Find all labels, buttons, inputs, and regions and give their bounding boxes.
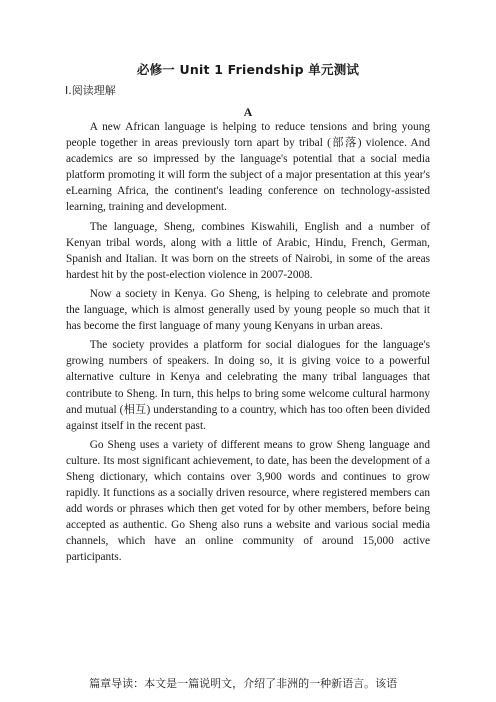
passage-label: A: [243, 105, 253, 119]
paragraph: Go Sheng uses a variety of different means to grow Sheng language and culture. Its most significant achievement, to date, has been the development of a Sheng dictionary, which contains over 3,900 words and continues to grow rapidly. It functions as a socially driven resource, where registered members can add words or phrases which then get voted for by other members, before being accepted as authentic. Go Sheng also runs a website and various social media channels, which have an online community of around 15,000 active participants.: [66, 438, 430, 564]
paragraph: Now a society in Kenya. Go Sheng, is helping to celebrate and promote the language, which is almost generally used by young people so much that it has become the first language of many young Kenyans in urban areas.: [66, 287, 430, 333]
passage-body: [66, 119, 430, 569]
passage-guide: 篇章导读：本文是一篇说明文，介绍了非洲的一种新语言。该语: [89, 677, 398, 690]
paragraph: The society provides a platform for social dialogues for the language's growing numbers of speakers. In doing so, it is giving voice to a powerful alternative culture in Kenya and celebrating the many tribal languages that contribute to Sheng. In turn, this helps to bring some welcome cultural harmony and mutual (相互) understanding to a country, which has too often been divided against itself in the recent past.: [66, 339, 430, 432]
section-heading: Ⅰ.阅读理解: [65, 84, 116, 97]
document-title: 必修一 Unit 1 Friendship 单元测试: [136, 62, 360, 77]
paragraph: The language, Sheng, combines Kiswahili, English and a number of Kenyan tribal words, along with a little of Arabic, Hindu, French, German, Spanish and Italian. It was born on the streets of Nairobi, in some of the areas hardest hit by the post-election violence in 2007-2008.: [66, 220, 430, 281]
paragraph: A new African language is helping to reduce tensions and bring young people together in areas previously torn apart by tribal (部落) violence. And academics are so impressed by the language's potential that a social media platform promoting it will form the subject of a major presentation at this year's eLearning Africa, the continent's leading conference on technology-assisted learning, training and development.: [66, 121, 430, 214]
